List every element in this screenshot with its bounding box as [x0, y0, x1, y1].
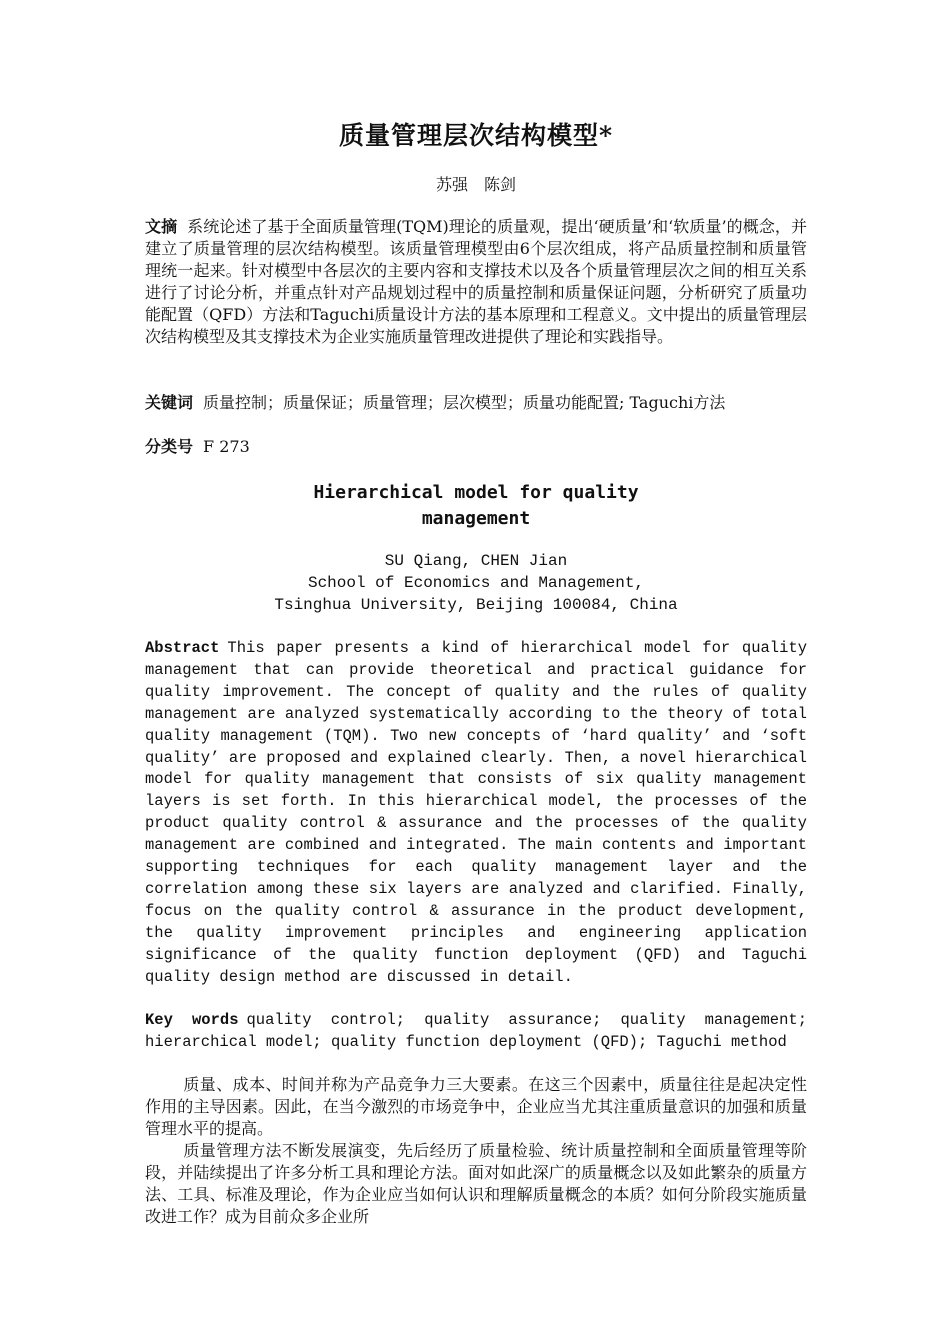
keywords-en [145, 1010, 807, 1054]
body-paragraph-1: 质量、成本、时间并称为产品竞争力三大要素。在这三个因素中，质量往往是起决定性作用的主导因素。因此，在当今激烈的市场竞争中，企业应当尤其注重质量意识的加强和质量管理水平的提高。 [145, 1075, 807, 1138]
authors-en-affiliation2: Tsinghua University, Beijing 100084, China [274, 596, 678, 614]
authors-en-names: SU Qiang, CHEN Jian [384, 552, 568, 570]
authors-cn: 苏强 陈剑 [435, 175, 516, 194]
authors-en [145, 550, 807, 616]
abstract-en-label: Abstract [145, 639, 220, 657]
classification-cn-label: 分类号 [145, 437, 194, 456]
abstract-en [145, 638, 807, 989]
abstract-cn [145, 216, 807, 348]
keywords-en-text: quality control; quality assurance; quality management; hierarchical model; quality function deployment (QFD); Taguchi method [145, 1011, 807, 1051]
keywords-cn [145, 392, 807, 414]
body-paragraph-2: 质量管理方法不断发展演变，先后经历了质量检验、统计质量控制和全面质量管理等阶段，并陆续提出了许多分析工具和理论方法。面对如此深广的质量概念以及如此繁杂的质量方法、工具、标准及理论，作为企业应当如何认识和理解质量概念的本质？如何分阶段实施质量改进工作？成为目前众多企业所 [145, 1141, 807, 1226]
abstract-cn-label: 文摘 [145, 217, 178, 236]
abstract-cn-text: 系统论述了基于全面质量管理(TQM)理论的质量观，提出‘硬质量’和‘软质量’的概念，并建立了质量管理的层次结构模型。该质量管理模型由6个层次组成，将产品质量控制和质量管理统一起来。针对模型中各层次的主要内容和支撑技术以及各个质量管理层次之间的相互关系进行了讨论分析，并重点针对产品规划过程中的质量控制和质量保证问题，分析研究了质量功能配置（QFD）方法和Taguchi质量设计方法的基本原理和工程意义。文中提出的质量管理层次结构模型及其支撑技术为企业实施质量管理改进提供了理论和实践指导。 [145, 217, 807, 346]
paper-title-en-line2: management [421, 508, 531, 529]
body-text [145, 1074, 807, 1228]
classification-cn [145, 436, 807, 458]
abstract-en-text: This paper presents a kind of hierarchical model for quality management that can provide theoretical and practical guidance for quality improvement. The concept of quality and the rules of quality management are analyzed systematically according to the theory of total quality management (TQM). Two new concepts of ‘hard quality’ and ‘soft quality’ are proposed and explained clearly. Then, a novel hierarchical model for quality management that consists of six quality management layers is set forth. In this hierarchical model, the processes of the product quality control & assurance and the processes of the quality management are combined and integrated. The main contents and important supporting techniques for each quality management layer and the correlation among these six layers are analyzed and clarified. Finally, focus on the quality control & assurance in the product development, the quality improvement principles and engineering application significance of the quality function deployment (QFD) and Taguchi quality design method are discussed in detail. [145, 639, 807, 986]
paper-title-en [145, 480, 807, 532]
keywords-en-label: Key words [145, 1011, 239, 1029]
classification-cn-text: F 273 [203, 437, 250, 456]
authors-en-affiliation1: School of Economics and Management, [307, 574, 645, 592]
paper-title-cn: 质量管理层次结构模型* [338, 121, 614, 150]
keywords-cn-text: 质量控制；质量保证；质量管理；层次模型；质量功能配置; Taguchi方法 [203, 393, 726, 412]
keywords-cn-label: 关键词 [145, 393, 194, 412]
paper-title-en-line1: Hierarchical model for quality [313, 482, 639, 503]
